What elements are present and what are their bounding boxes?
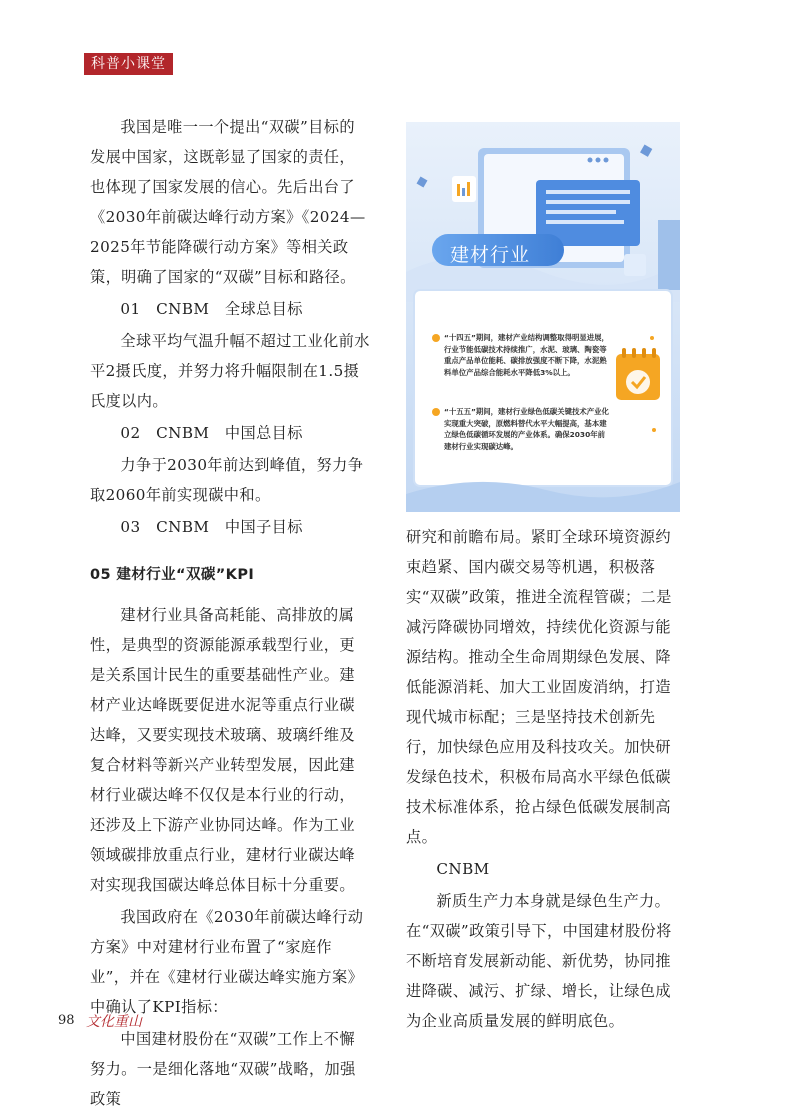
paragraph: 我国政府在《2030年前碳达峰行动方案》中对建材行业布置了“家庭作业”，并在《建材行业碳达峰实施方案》中确认了KPI指标： (90, 908, 364, 1016)
goal-label-1: 01 CNBM 全球总目标 (120, 300, 303, 318)
paragraph: 建材行业具备高耗能、高排放的属性，是典型的资源能源承载型行业，更是关系国计民生的重要基础性产业。建材产业达峰既要促进水泥等重点行业碳达峰，又要实现技术玻璃、玻璃纤维及复合材料等新兴产业转型发展，因此建材行业碳达峰不仅仅是本行业的行动，还涉及上下游产业协同达峰。作为工业领域碳排放重点行业，建材行业碳达峰对实现我国碳达峰总体目标十分重要。 (90, 606, 355, 894)
goal-label-3: 03 CNBM 中国子目标 (120, 518, 303, 536)
banner-title: 建材行业 (450, 244, 531, 266)
paragraph: 力争于2030年前达到峰值，努力争取2060年前实现碳中和。 (90, 456, 364, 504)
paragraph: 我国是唯一一个提出“双碳”目标的发展中国家，这既彰显了国家的责任，也体现了国家发展的信心。先后出台了《2030年前碳达峰行动方案》《2024—2025年节能降碳行动方案》等相关政策，明确了国家的“双碳”目标和路径。 (90, 118, 366, 286)
right-column (406, 522, 686, 1036)
illustration-graphic (406, 122, 680, 512)
paragraph: 新质生产力本身就是绿色生产力。在“双碳”政策引导下，中国建材股份将不断培育发展新动能、新优势，协同推进降碳、减污、扩绿、增长，让绿色成为企业高质量发展的鲜明底色。 (406, 892, 672, 1030)
goal-label-2: 02 CNBM 中国总目标 (120, 424, 303, 442)
magazine-logo: 文化重山 (86, 1014, 142, 1030)
page-number: 98 (58, 1013, 75, 1028)
card-item-1: “十四五”期间，建材产业结构调整取得明显进展，行业节能低碳技术持续推广，水泥、玻璃、陶瓷等重点产品单位能耗、碳排放强度不断下降，水泥熟料单位产品综合能耗水平降低3%以上。 (444, 333, 609, 377)
card-item-2: “十五五”期间，建材行业绿色低碳关键技术产业化实现重大突破，原燃料替代水平大幅提高，基本建立绿色低碳循环发展的产业体系。确保2030年前建材行业实现碳达峰。 (444, 407, 609, 451)
cnbm-label: CNBM (436, 860, 490, 878)
left-column (90, 112, 370, 1114)
paragraph: 研究和前瞻布局。紧盯全球环境资源约束趋紧、国内碳交易等机遇，积极落实“双碳”政策，推进全流程管碳；二是减污降碳协同增效，持续优化资源与能源结构。推动全生命周期绿色发展、降低能源消耗、加大工业固废消纳，打造现代城市标配；三是坚持技术创新先行，加快绿色应用及科技攻关。加快研发绿色技术，积极布局高水平绿色低碳技术标准体系，抢占绿色低碳发展制高点。 (406, 528, 672, 846)
paragraph: 中国建材股份在“双碳”工作上不懈努力。一是细化落地“双碳”战略，加强政策 (90, 1030, 356, 1108)
section-heading: 05 建材行业“双碳”KPI (90, 567, 255, 583)
section-tag: 科普小课堂 (84, 53, 173, 75)
paragraph: 全球平均气温升幅不超过工业化前水平2摄氏度，并努力将升幅限制在1.5摄氏度以内。 (90, 332, 370, 410)
illustration (406, 122, 680, 512)
